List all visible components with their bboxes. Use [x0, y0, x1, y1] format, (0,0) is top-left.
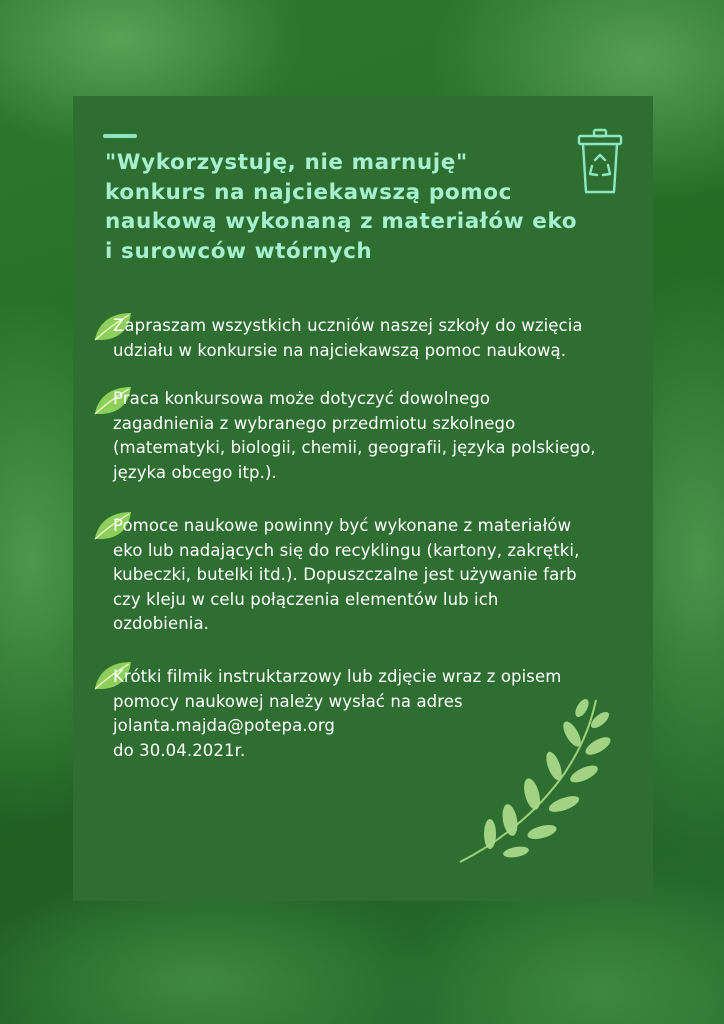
list-item-text: [113, 314, 583, 363]
text-line: zagadnienia z wybranego przedmiotu szkolnego: [113, 413, 516, 433]
deadline-date: do 30.04.2021r.: [113, 740, 246, 760]
title-line: konkurs na najciekawszą pomoc: [105, 179, 512, 205]
poster-card: [73, 96, 653, 901]
leaf-branch-icon: [456, 694, 616, 874]
text-line: (matematyki, biologii, chemii, geografii, języka polskiego,: [113, 438, 596, 457]
list-item-text: [113, 387, 596, 485]
text-line: języka obcego itp.).: [113, 462, 277, 482]
text-line: ozdobienia.: [113, 614, 210, 633]
text-line: Praca konkursowa może dotyczyć dowolnego: [113, 389, 491, 408]
text-line: Pomoce naukowe powinny być wykonane z materiałów: [113, 516, 572, 535]
recycle-bin-icon: [575, 128, 625, 196]
title-line: i surowców wtórnych: [105, 238, 373, 264]
title-line: "Wykorzystuję, nie marnuję": [105, 150, 468, 175]
email-address: jolanta.majda@potepa.org: [113, 716, 335, 735]
list-item-text: [113, 514, 579, 637]
text-line: Zapraszam wszystkich uczniów naszej szkoły do wzięcia: [113, 316, 583, 335]
title-line: naukową wykonaną z materiałów eko: [105, 209, 578, 234]
text-line: pomocy naukowej należy wysłać na adres: [113, 691, 463, 711]
accent-bar: [103, 134, 137, 138]
text-line: kubeczki, butelki itd.). Dopuszczalne jest używanie farb: [113, 565, 577, 584]
text-line: eko lub nadających się do recyklingu (kartony, zakrętki,: [113, 540, 580, 560]
text-line: czy kleju w celu połączenia elementów lub ich: [113, 589, 499, 609]
text-line: Krótki filmik instruktarzowy lub zdjęcie wraz z opisem: [113, 667, 562, 686]
poster-title: [105, 148, 585, 266]
text-line: udziału w konkursie na najciekawszą pomoc naukową.: [113, 340, 567, 360]
